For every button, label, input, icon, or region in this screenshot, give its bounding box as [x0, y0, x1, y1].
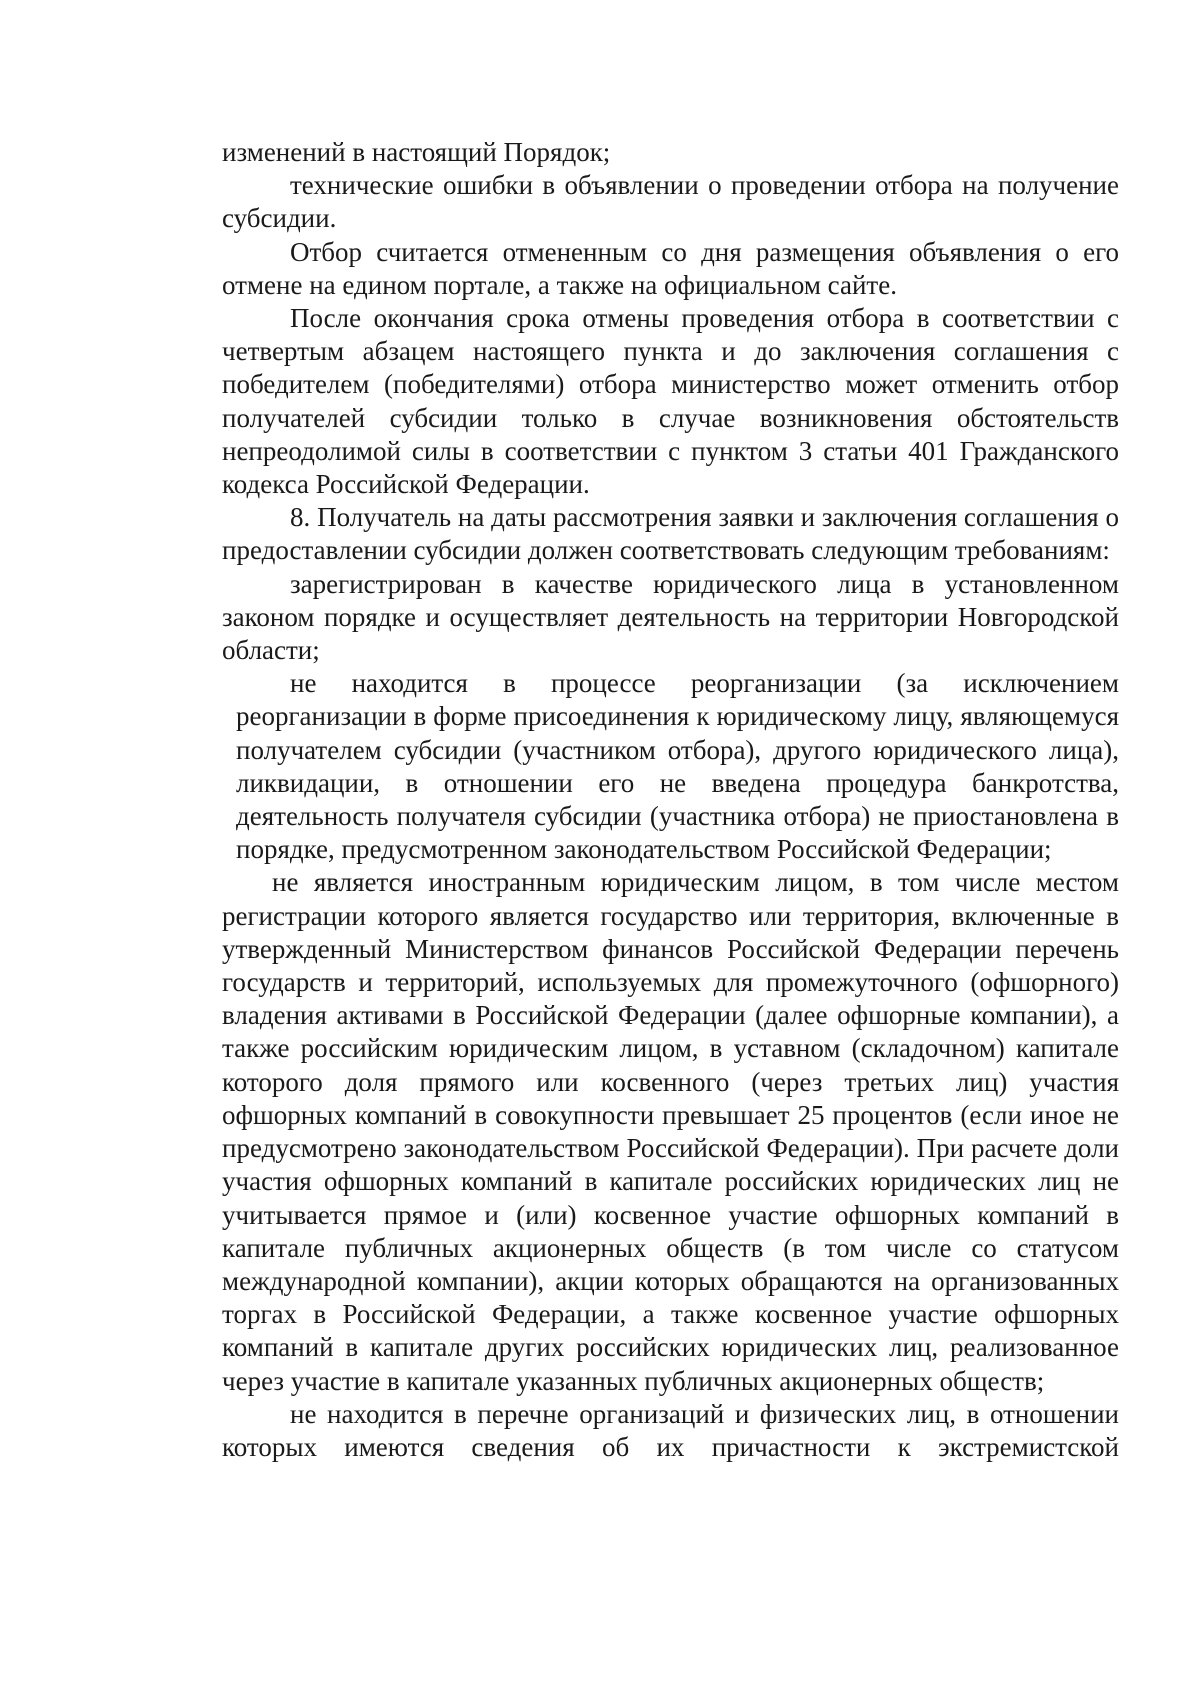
paragraph-after-cancellation-term: После окончания срока отмены проведения отбора в соответствии с четвертым абзацем настоящего пункта и до заключения соглашения с победителем (победителями) отбора министерство может отменить отбор получателей субсидии только в случае возникновения обстоятельств непреодолимой силы в соответствии с пунктом 3 статьи 401 Гражданского кодекса Российской Федерации. — [222, 303, 1119, 500]
document-page — [222, 136, 1119, 1464]
paragraph-reorganization-requirement: не находится в процессе реорганизации (за исключением реорганизации в форме присоединения к юридическому лицу, являющемуся получателем субсидии (участником отбора), другого юридического лица), ликвидации, в отношении его не введена процедура банкротства, деятельность получателя субсидии (участника отбора) не приостановлена в порядке, предусмотренном законодательством Российской Федерации; — [236, 668, 1119, 865]
paragraph-registered-requirement: зарегистрирован в качестве юридического лица в установленном законом порядке и осуществляет деятельность на территории Новгородской области; — [222, 568, 1119, 666]
paragraph-extremism-list-requirement: не находится в перечне организаций и физических лиц, в отношении которых имеются сведения об их причастности к экстремистской — [222, 1398, 1119, 1462]
paragraph-foreign-entity-requirement: не является иностранным юридическим лицом, в том числе местом регистрации которого является государство или территория, включенные в утвержденный Министерством финансов Российской Федерации перечень государств и территорий, используемых для промежуточного (офшорного) владения активами в Российской Федерации (далее офшорные компании), а также российским юридическим лицом, в уставном (складочном) капитале которого доля прямого или косвенного (через третьих лиц) участия офшорных компаний в совокупности превышает 25 процентов (если иное не предусмотрено законодательством Российской Федерации). При расчете доли участия офшорных компаний в капитале российских юридических лиц не учитывается прямое и (или) косвенное участие офшорных компаний в капитале публичных акционерных обществ (в том числе со статусом международной компании), акции которых обращаются на организованных торгах в Российской Федерации, а также косвенное участие офшорных компаний в капитале других российских юридических лиц, реализованное через участие в капитале указанных публичных акционерных обществ; — [222, 867, 1119, 1396]
paragraph-item-8: 8. Получатель на даты рассмотрения заявки и заключения соглашения о предоставлении субсидии должен соответствовать следующим требованиям: — [222, 502, 1119, 566]
paragraph-technical-errors: технические ошибки в объявлении о проведении отбора на получение субсидии. — [222, 170, 1119, 234]
paragraph-continuation: изменений в настоящий Порядок; — [222, 137, 611, 167]
paragraph-selection-cancelled: Отбор считается отмененным со дня размещения объявления о его отмене на едином портале, а также на официальном сайте. — [222, 236, 1119, 300]
